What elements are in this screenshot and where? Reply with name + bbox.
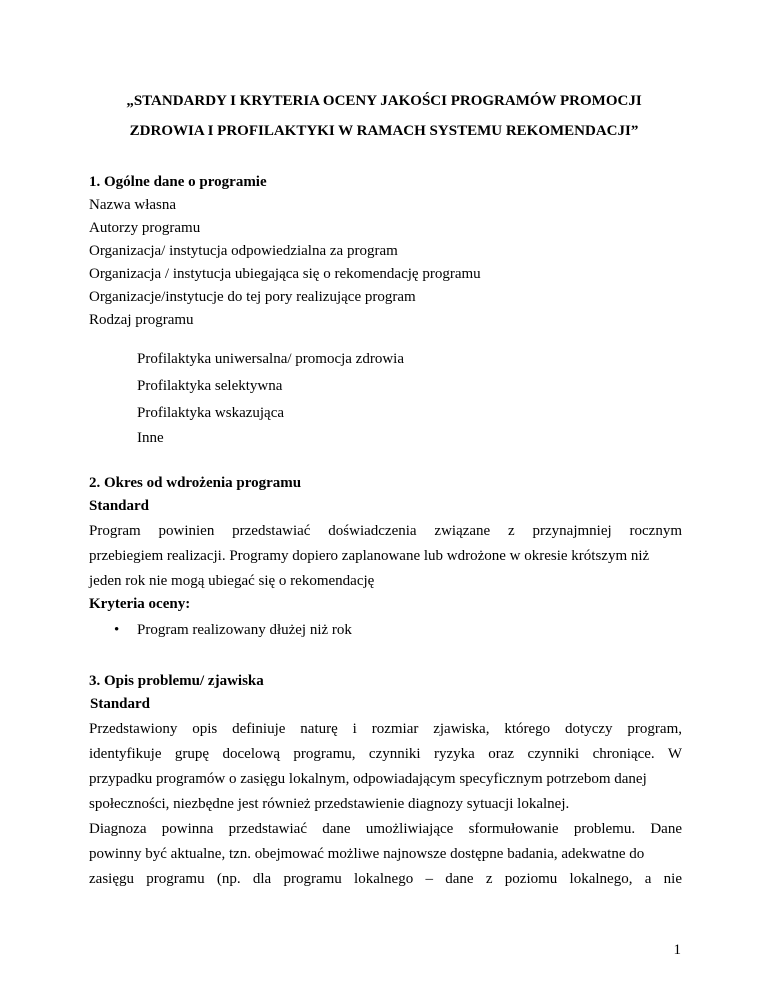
section-2-heading: 2. Okres od wdrożenia programu bbox=[89, 475, 302, 491]
section-1-item: Autorzy programu bbox=[89, 220, 201, 236]
section-2-standard-label: Standard bbox=[89, 498, 150, 514]
section-2-criteria-label: Kryteria oceny: bbox=[89, 596, 191, 612]
program-type-item: Profilaktyka wskazująca bbox=[137, 405, 285, 421]
section-2-criterion: Program realizowany dłużej niż rok bbox=[137, 622, 352, 638]
section-3-paragraph-1: Przedstawiony opis definiuje naturę i rozmiar zjawiska, którego dotyczy program, bbox=[89, 721, 682, 737]
section-1-item: Nazwa własna bbox=[89, 197, 177, 213]
section-3-heading: 3. Opis problemu/ zjawiska bbox=[89, 673, 264, 689]
section-1-item: Rodzaj programu bbox=[89, 312, 194, 328]
program-type-item: Profilaktyka selektywna bbox=[137, 378, 283, 394]
section-3-paragraph-1: identyfikuje grupę docelową programu, czynniki ryzyka oraz czynniki chroniące. W bbox=[89, 746, 682, 762]
section-3-paragraph-2: Diagnoza powinna przedstawiać dane umożliwiające sformułowanie problemu. Dane bbox=[89, 821, 682, 837]
title-line-1: „STANDARDY I KRYTERIA OCENY JAKOŚCI PROGRAMÓW PROMOCJI bbox=[126, 93, 642, 109]
bullet-icon: • bbox=[114, 622, 120, 638]
page-number: 1 bbox=[673, 942, 681, 958]
section-1-item: Organizacja / instytucja ubiegająca się o rekomendację programu bbox=[89, 266, 481, 282]
section-2-standard-text: przebiegiem realizacji. Programy dopiero zaplanowane lub wdrożone w okresie krótszym niż bbox=[89, 548, 650, 564]
program-type-item: Profilaktyka uniwersalna/ promocja zdrowia bbox=[137, 351, 404, 367]
section-2-standard-text: Program powinien przedstawiać doświadczenia związane z przynajmniej rocznym bbox=[89, 523, 682, 539]
section-3-paragraph-2: zasięgu programu (np. dla programu lokalnego – dane z poziomu lokalnego, a nie bbox=[89, 871, 682, 887]
section-1-heading: 1. Ogólne dane o programie bbox=[89, 174, 267, 190]
section-3-standard-label: Standard bbox=[90, 696, 151, 712]
document-title bbox=[60, 86, 708, 146]
section-3-paragraph-2: powinny być aktualne, tzn. obejmować możliwe najnowsze dostępne badania, adekwatne do bbox=[89, 846, 645, 862]
program-type-item: Inne bbox=[137, 430, 164, 446]
section-1-item: Organizacje/instytucje do tej pory realizujące program bbox=[89, 289, 416, 305]
section-1-item: Organizacja/ instytucja odpowiedzialna za program bbox=[89, 243, 398, 259]
section-2-standard-text: jeden rok nie mogą ubiegać się o rekomendację bbox=[89, 573, 375, 589]
title-line-2: ZDROWIA I PROFILAKTYKI W RAMACH SYSTEMU REKOMENDACJI” bbox=[129, 123, 639, 139]
section-3-paragraph-1: przypadku programów o zasięgu lokalnym, odpowiadającym specyficznym potrzebom danej bbox=[89, 771, 647, 787]
section-3-paragraph-1: społeczności, niezbędne jest również przedstawienie diagnozy sytuacji lokalnej. bbox=[89, 796, 570, 812]
